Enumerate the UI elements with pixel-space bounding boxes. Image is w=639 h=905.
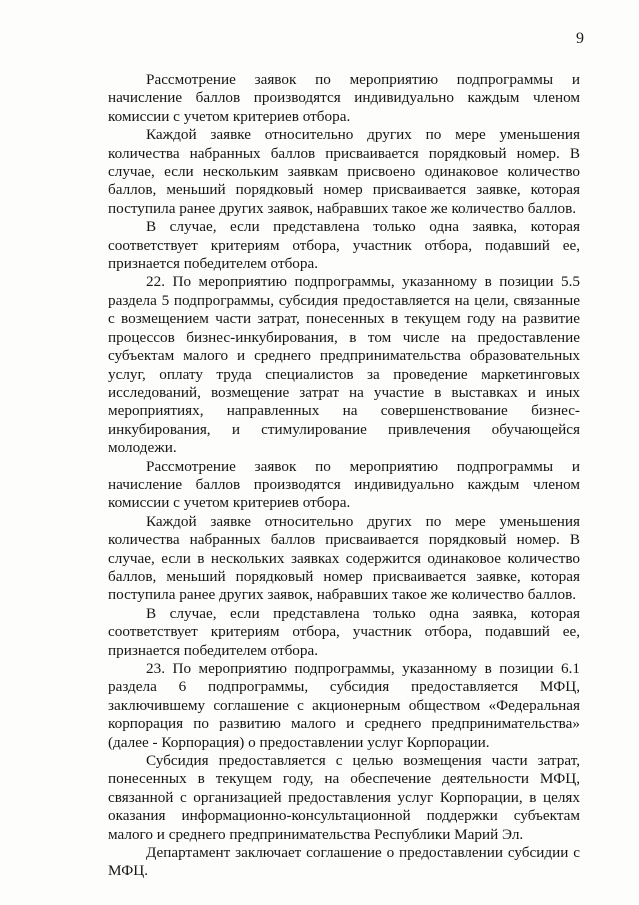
paragraph-agreement: Департамент заключает соглашение о предоставлении субсидии с МФЦ. [108,844,580,880]
page-number: 9 [576,30,584,47]
document-body [108,71,580,881]
paragraph-ranking-2: Каждой заявке относительно других по мере уменьшения количества набранных баллов присваивается порядковый номер. В случае, если в нескольких заявках содержится одинаковое количество баллов, меньший порядковый номер присваивается заявке, которая поступила ранее других заявок, набравших такое же количество баллов. [108,512,580,604]
paragraph-review-procedure-2: Рассмотрение заявок по мероприятию подпрограммы и начисление баллов производятся индивидуально каждым членом комиссии с учетом критериев отбора. [108,457,580,512]
paragraph-single-application-2: В случае, если представлена только одна заявка, которая соответствует критериям отбора, участник отбора, подавший ее, признается победителем отбора. [108,604,580,659]
paragraph-single-application-1: В случае, если представлена только одна заявка, которая соответствует критериям отбора, участник отбора, подавший ее, признается победителем отбора. [108,218,580,273]
paragraph-clause-22: 22. По мероприятию подпрограммы, указанному в позиции 5.5 раздела 5 подпрограммы, субсидия предоставляется на цели, связанные с возмещением части затрат, понесенных в текущем году на развитие процессов бизнес-инкубирования, в том числе на предоставление субъектам малого и среднего предпринимательства образовательных услуг, оплату труда специалистов за проведение маркетинговых исследований, возмещение затрат на участие в выставках и иных мероприятиях, направленных на совершенствование бизнес-инкубирования, и стимулирование привлечения обучающейся молодежи. [108,273,580,457]
paragraph-subsidy-purpose: Субсидия предоставляется с целью возмещения части затрат, понесенных в текущем году, на обеспечение деятельности МФЦ, связанной с организацией предоставления услуг Корпорации, в целях оказания информационно-консультационной поддержки субъектам малого и среднего предпринимательства Республики Марий Эл. [108,752,580,843]
paragraph-review-procedure-1: Рассмотрение заявок по мероприятию подпрограммы и начисление баллов производятся индивидуально каждым членом комиссии с учетом критериев отбора. [108,71,580,125]
paragraph-clause-23: 23. По мероприятию подпрограммы, указанному в позиции 6.1 раздела 6 подпрограммы, субсидия предоставляется МФЦ, заключившему соглашение с акционерным обществом «Федеральная корпорация по развитию малого и среднего предпринимательства» (далее - Корпорация) о предоставлении услуг Корпорации. [108,660,580,751]
paragraph-ranking-1: Каждой заявке относительно других по мере уменьшения количества набранных баллов присваивается порядковый номер. В случае, если нескольким заявкам присвоено одинаковое количество баллов, меньший порядковый номер присваивается заявке, которая поступила ранее других заявок, набравших такое же количество баллов. [108,126,580,217]
